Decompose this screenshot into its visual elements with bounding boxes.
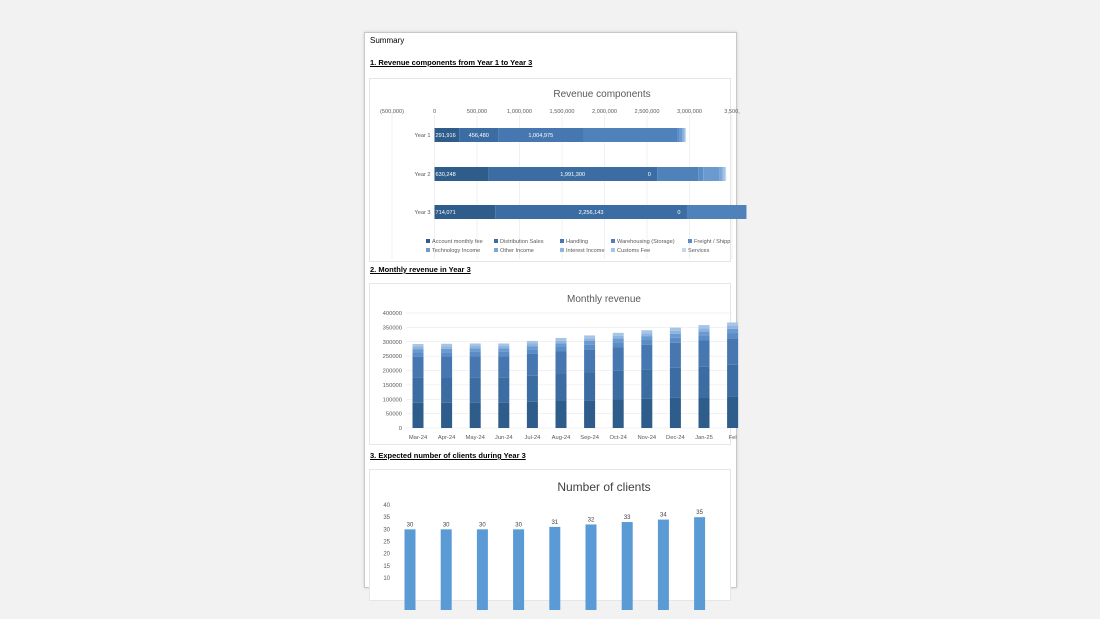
- bar-segment: [641, 336, 652, 340]
- bar-segment: [498, 352, 509, 356]
- bar-segment: [657, 167, 698, 181]
- data-label: 30: [479, 522, 486, 529]
- bar-segment: [498, 343, 509, 346]
- summary-title: Summary: [370, 36, 405, 45]
- bar-segment: [670, 328, 681, 331]
- bar-segment: [556, 341, 567, 344]
- bar-segment: [727, 326, 738, 329]
- legend-label: Distribution Sales: [500, 239, 544, 245]
- y-category-label: Year 1: [414, 133, 431, 139]
- data-label: 0: [647, 172, 651, 178]
- data-label: 1,991,300: [560, 172, 586, 178]
- y-category-label: Year 2: [414, 172, 431, 178]
- bar-segment: [527, 346, 538, 349]
- data-label: 30: [515, 522, 522, 529]
- bar-segment: [685, 128, 686, 142]
- bar-segment: [727, 365, 738, 397]
- bar-segment: [584, 349, 595, 372]
- bar: [513, 529, 524, 610]
- bar-segment: [556, 343, 567, 347]
- bar-segment: [699, 366, 710, 397]
- x-category-label: Apr-24: [437, 435, 456, 441]
- bar-segment: [641, 340, 652, 345]
- bar-segment: [677, 128, 680, 142]
- bar-segment: [413, 347, 424, 350]
- chart-title: Revenue components: [553, 89, 651, 100]
- bar-segment: [613, 342, 624, 347]
- bar-segment: [584, 345, 595, 350]
- bar-segment: [641, 345, 652, 369]
- x-category-label: Jul-24: [524, 435, 541, 441]
- bar-segment: [413, 349, 424, 352]
- data-label: 714,071: [435, 210, 456, 216]
- bar-segment: [413, 344, 424, 347]
- y-tick-label: 30: [383, 527, 390, 534]
- bar-segment: [727, 333, 738, 338]
- y-tick-label: 350000: [382, 325, 402, 332]
- bar-segment: [687, 205, 747, 219]
- section-revenue-components-heading: 1. Revenue components from Year 1 to Year 3: [370, 58, 533, 67]
- x-category-label: Fel: [728, 435, 737, 441]
- bar-segment: [441, 346, 452, 349]
- y-tick-label: 50000: [385, 411, 402, 418]
- bar: [405, 529, 416, 610]
- legend-swatch: [560, 239, 564, 243]
- y-tick-label: 100000: [382, 397, 402, 404]
- bar-segment: [441, 352, 452, 356]
- bar-segment: [699, 331, 710, 335]
- bar-segment: [498, 349, 509, 352]
- bar-segment: [413, 352, 424, 356]
- bar-segment: [413, 378, 424, 403]
- bar-segment: [556, 401, 567, 428]
- bar-segment: [670, 398, 681, 428]
- bar: [477, 529, 488, 610]
- y-tick-label: 200000: [382, 368, 402, 375]
- bar-segment: [670, 334, 681, 338]
- bar-segment: [670, 338, 681, 343]
- bar-segment: [441, 356, 452, 377]
- bar-segment: [641, 399, 652, 428]
- legend-swatch: [560, 248, 564, 252]
- data-label: 630,248: [435, 172, 456, 178]
- x-category-label: Jun-24: [494, 435, 513, 441]
- bar-segment: [470, 343, 481, 346]
- bar-segment: [699, 397, 710, 428]
- bar-segment: [441, 403, 452, 428]
- chart-title: Number of clients: [557, 480, 651, 494]
- legend-label: Interest Income: [566, 248, 605, 254]
- legend-swatch: [611, 239, 615, 243]
- x-category-label: Sep-24: [580, 435, 599, 441]
- bar-segment: [613, 333, 624, 336]
- bar-segment: [527, 354, 538, 376]
- legend-swatch: [494, 239, 498, 243]
- clients-svg: [370, 470, 730, 600]
- data-label: 33: [623, 515, 631, 522]
- bar-segment: [584, 338, 595, 341]
- data-label: 0: [677, 210, 681, 216]
- bar-segment: [470, 356, 481, 377]
- bar-segment: [670, 368, 681, 398]
- bar-segment: [470, 403, 481, 428]
- x-category-label: Oct-24: [609, 435, 627, 441]
- y-tick-label: 20: [383, 551, 390, 558]
- data-label: 456,480: [468, 133, 489, 139]
- y-tick-label: 400000: [382, 311, 402, 317]
- bar-segment: [613, 399, 624, 428]
- data-label: 1,004,975: [528, 133, 554, 139]
- bar-segment: [498, 356, 509, 377]
- bar-segment: [698, 167, 703, 181]
- bar-segment: [441, 344, 452, 347]
- y-tick-label: 40: [383, 503, 390, 509]
- bar: [441, 529, 452, 610]
- y-tick-label: 250000: [382, 354, 402, 361]
- y-category-label: Year 3: [414, 210, 431, 216]
- x-tick-label: 3,500,: [724, 109, 740, 115]
- x-tick-label: 500,000: [466, 109, 488, 115]
- clients-chart[interactable]: [369, 469, 731, 601]
- bar-segment: [670, 343, 681, 368]
- bar-segment: [527, 341, 538, 344]
- bar-segment: [719, 167, 722, 181]
- bar-segment: [641, 330, 652, 333]
- bar-segment: [584, 341, 595, 345]
- bar: [549, 527, 560, 610]
- bar-segment: [685, 128, 686, 142]
- bar: [622, 522, 633, 610]
- bar-segment: [470, 346, 481, 349]
- bar-segment: [699, 328, 710, 331]
- bar-segment: [727, 329, 738, 333]
- bar-segment: [725, 167, 726, 181]
- data-label: 34: [660, 512, 667, 519]
- bar-segment: [556, 352, 567, 374]
- bar-segment: [413, 403, 424, 428]
- bar-segment: [703, 167, 719, 181]
- x-tick-label: 0: [432, 109, 437, 115]
- legend-swatch: [426, 239, 430, 243]
- bar-segment: [584, 335, 595, 338]
- bar-segment: [722, 167, 724, 181]
- data-label: 30: [406, 522, 414, 529]
- legend-swatch: [426, 248, 430, 252]
- bar-segment: [470, 377, 481, 402]
- bar-segment: [727, 338, 738, 364]
- bar-segment: [527, 376, 538, 402]
- bar-segment: [527, 344, 538, 347]
- bar-segment: [613, 336, 624, 339]
- bar-segment: [498, 346, 509, 349]
- x-tick-label: 1,500,000: [549, 109, 575, 115]
- bar-segment: [470, 349, 481, 352]
- bar-segment: [584, 372, 595, 400]
- bar-segment: [413, 357, 424, 378]
- data-label: 35: [696, 510, 703, 517]
- monthly-revenue-chart[interactable]: [369, 283, 737, 445]
- legend-swatch: [611, 248, 615, 252]
- bar-segment: [470, 352, 481, 356]
- x-tick-label: (500,000): [380, 109, 404, 115]
- bar-segment: [498, 377, 509, 402]
- data-label: 30: [442, 522, 450, 529]
- bar-segment: [684, 128, 685, 142]
- x-category-label: Aug-24: [551, 435, 571, 441]
- x-category-label: Jan-25: [695, 435, 713, 441]
- legend-label: Handling: [566, 239, 589, 245]
- x-tick-label: 1,000,000: [507, 109, 532, 115]
- x-category-label: Mar-24: [408, 435, 428, 441]
- bar-segment: [727, 322, 738, 325]
- bar-segment: [641, 369, 652, 398]
- legend-label: Other Income: [500, 248, 534, 254]
- bar-segment: [498, 403, 509, 428]
- data-label: 31: [551, 519, 559, 526]
- legend-label: Account monthly fee: [432, 239, 483, 245]
- section-monthly-revenue-heading: 2. Monthly revenue in Year 3: [370, 265, 471, 274]
- bar: [658, 520, 669, 610]
- monthly-revenue-svg: [370, 284, 737, 444]
- y-tick-label: 35: [383, 515, 390, 522]
- bar-segment: [727, 396, 738, 428]
- bar-segment: [699, 325, 710, 328]
- chart-title: Monthly revenue: [567, 294, 641, 305]
- worksheet-page: [364, 32, 740, 588]
- bar-segment: [641, 333, 652, 336]
- y-tick-label: 150000: [382, 382, 402, 389]
- bar: [586, 524, 597, 610]
- x-category-label: May-24: [465, 435, 485, 441]
- bar-segment: [556, 347, 567, 351]
- bar-segment: [699, 335, 710, 340]
- bar-segment: [724, 167, 726, 181]
- bar-segment: [670, 331, 681, 334]
- bar-segment: [613, 371, 624, 400]
- bar-segment: [441, 377, 452, 402]
- legend-swatch: [682, 248, 686, 252]
- bar-segment: [613, 339, 624, 343]
- y-tick-label: 300000: [382, 339, 402, 346]
- legend-swatch: [688, 239, 692, 243]
- bar-segment: [682, 128, 684, 142]
- bar-segment: [556, 338, 567, 341]
- bar-segment: [613, 347, 624, 371]
- bar-segment: [584, 400, 595, 428]
- y-tick-label: 15: [383, 563, 390, 570]
- x-tick-label: 3,000,000: [677, 109, 702, 115]
- legend-label: Technology Income: [432, 248, 481, 254]
- bar-segment: [441, 349, 452, 352]
- section-clients-heading: 3. Expected number of clients during Year 3: [370, 451, 526, 460]
- revenue-components-svg: [370, 79, 740, 261]
- legend-swatch: [494, 248, 498, 252]
- y-tick-label: 10: [383, 576, 390, 582]
- y-tick-label: 25: [383, 539, 390, 546]
- bar-segment: [556, 374, 567, 401]
- bar: [694, 517, 705, 610]
- x-category-label: Dec-24: [666, 435, 685, 441]
- x-tick-label: 2,000,000: [592, 109, 617, 115]
- legend-label: Customs Fee: [617, 248, 651, 254]
- bar-segment: [680, 128, 683, 142]
- bar-segment: [527, 350, 538, 354]
- data-label: 32: [587, 517, 595, 524]
- y-tick-label: 0: [398, 426, 402, 432]
- legend-label: Warehousing (Storage): [617, 239, 675, 245]
- x-tick-label: 2,500,000: [634, 109, 660, 115]
- bar-segment: [699, 341, 710, 367]
- legend-label: Freight / Shipp: [694, 239, 731, 245]
- legend-label: Services: [688, 248, 710, 254]
- x-category-label: Nov-24: [637, 435, 657, 441]
- revenue-components-chart[interactable]: [369, 78, 740, 262]
- data-label: 291,916: [435, 133, 456, 139]
- bar-segment: [527, 402, 538, 428]
- bar-segment: [584, 128, 678, 142]
- data-label: 2,256,143: [578, 210, 604, 216]
